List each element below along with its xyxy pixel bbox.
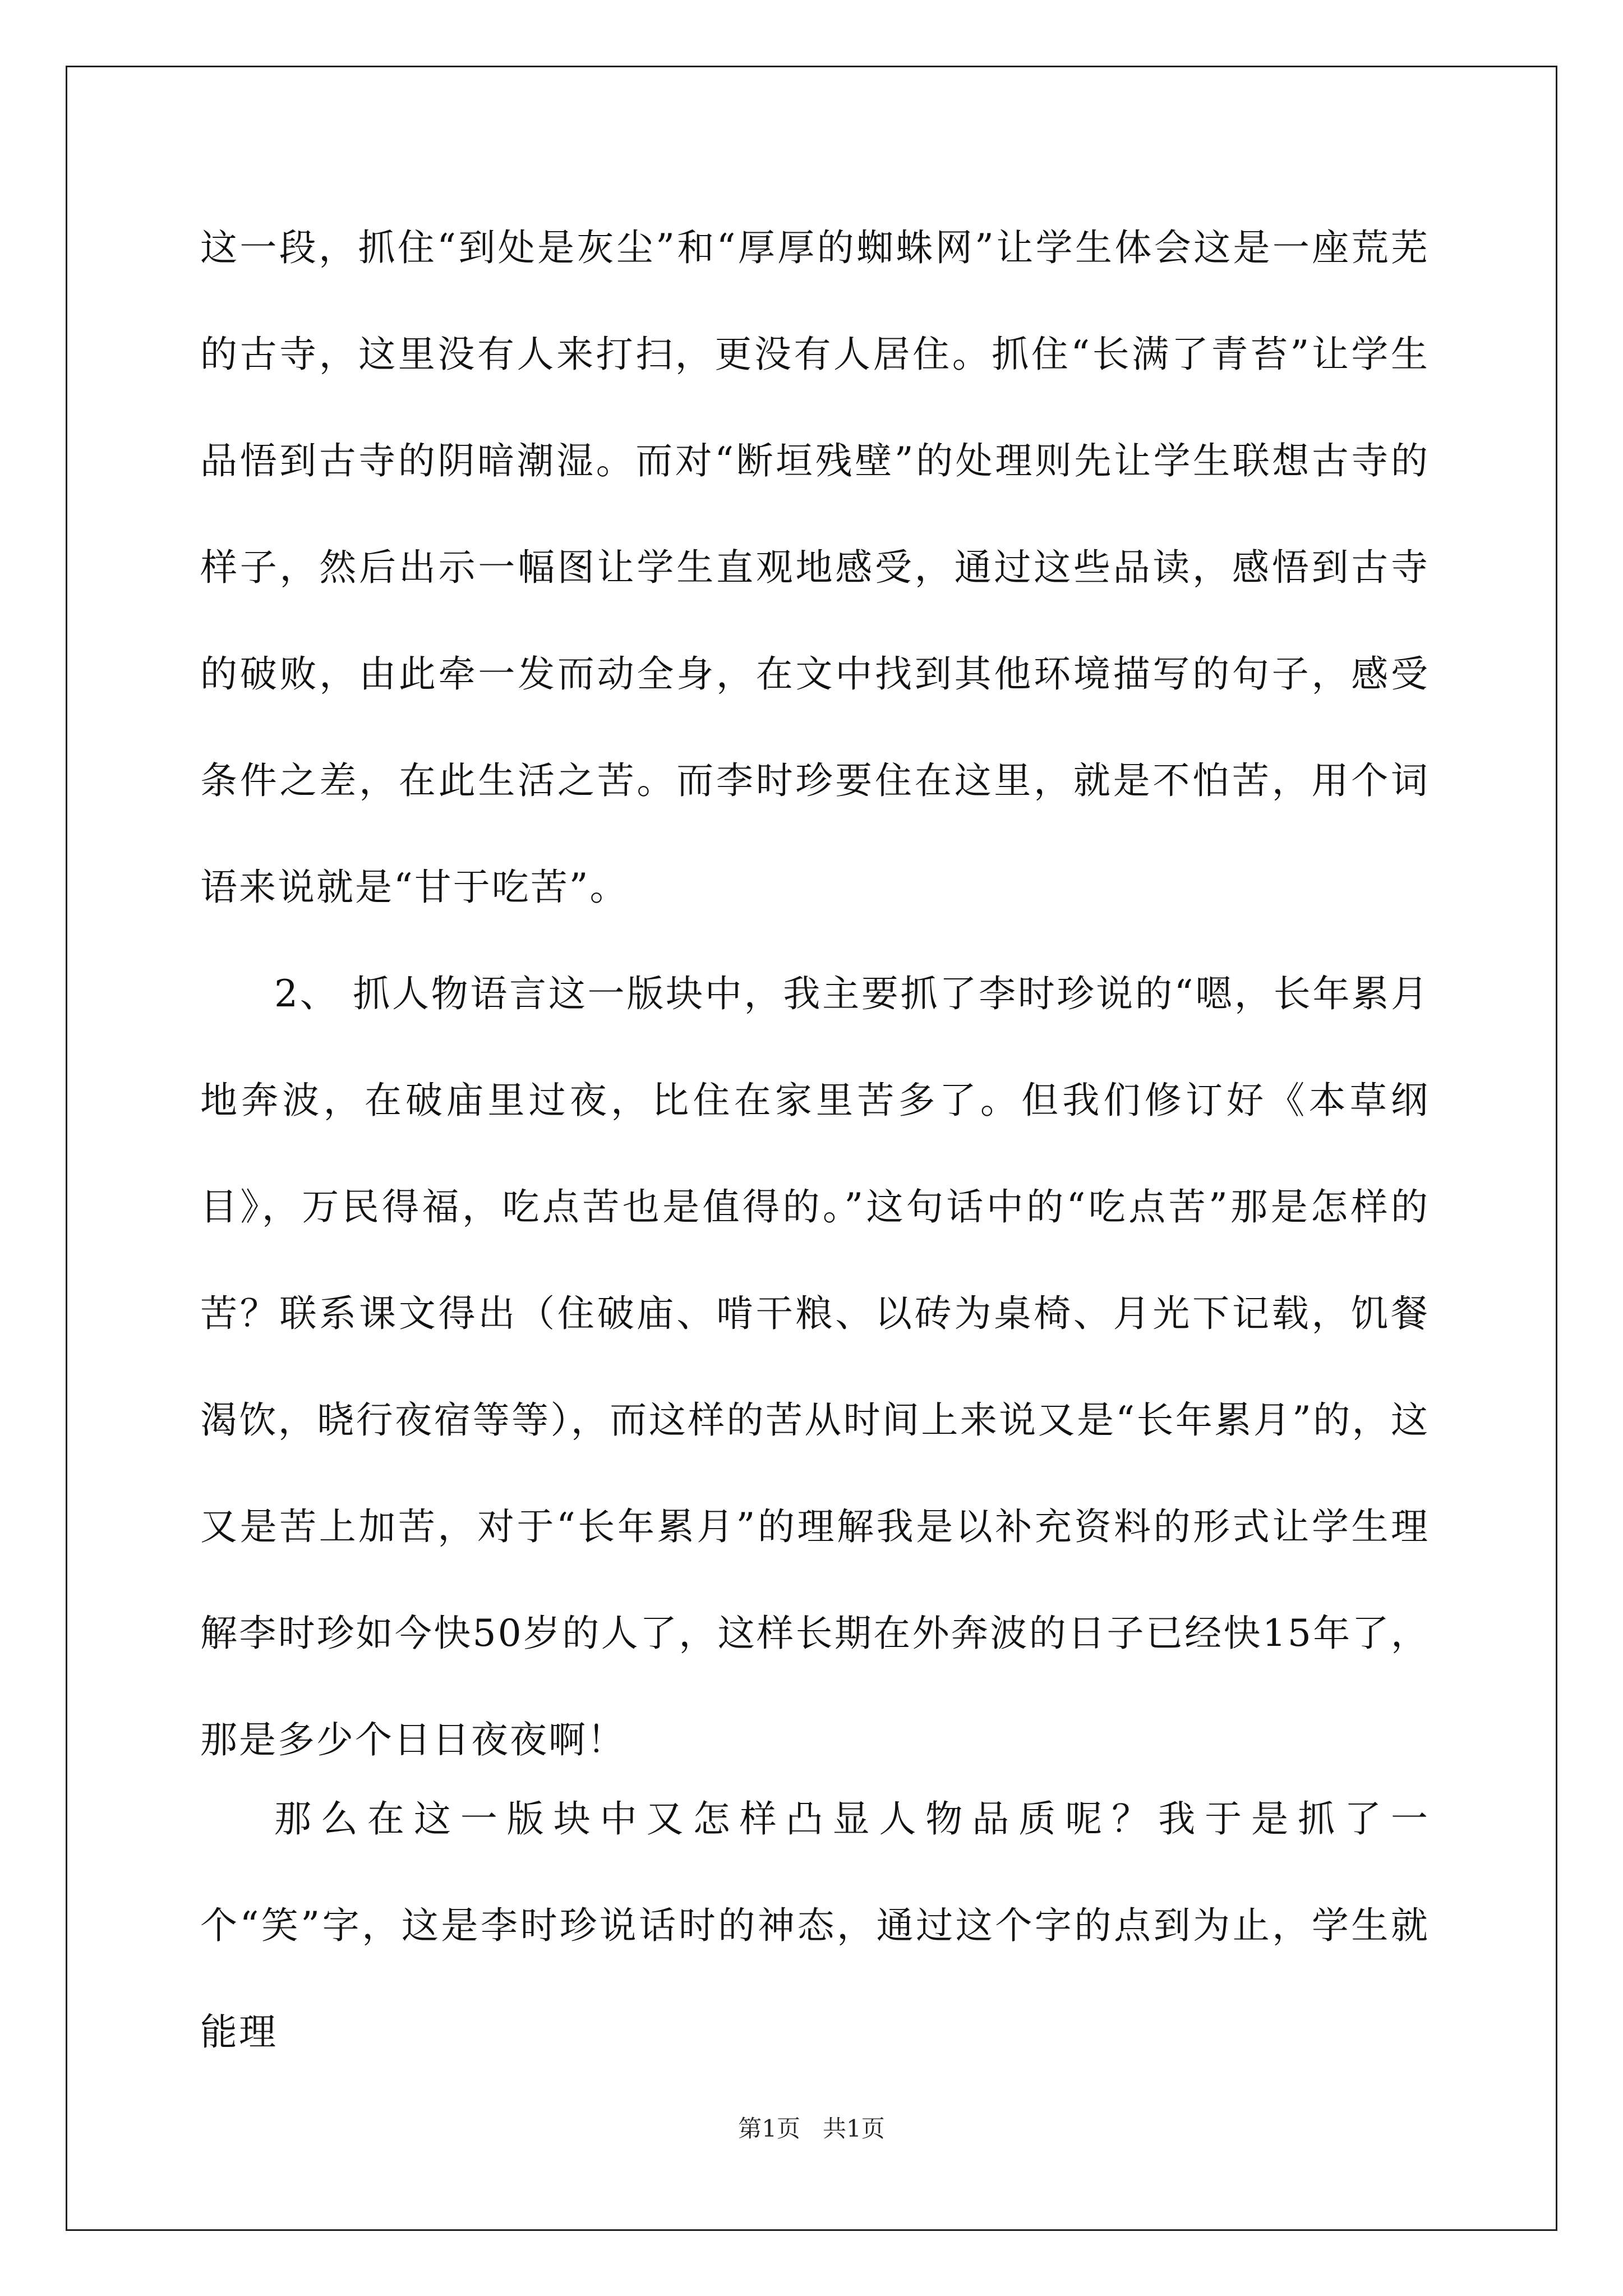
page-number-footer: 第1页 共1页 — [738, 2115, 885, 2142]
paragraph-character-speech: 2、 抓人物语言这一版块中，我主要抓了李时珍说的“嗯，长年累月地奔波，在破庙里过夜，比住在家里苦多了。但我们修订好《本草纲目》，万民得福，吃点苦也是值得的。”这句话中的“吃点苦”那是怎样的苦？联系课文得出（住破庙、啃干粮、以砖为桌椅、月光下记载，饥餐渴饮，晓行夜宿等等），而这样的苦从时间上来说又是“长年累月”的，这又是苦上加苦，对于“长年累月”的理解我是以补充资料的形式让学生理解李时珍如今快50岁的人了，这样长期在外奔波的日子已经快15年了，那是多少个日日夜夜啊！ — [200, 972, 1430, 1761]
paragraph-character-quality: 那么在这一版块中又怎样凸显人物品质呢？我于是抓了一个“笑”字，这是李时珍说话时的神态，通过这个字的点到为止，学生就能理 — [200, 1797, 1430, 2054]
paragraph-ancient-temple: 这一段，抓住“到处是灰尘”和“厚厚的蜘蛛网”让学生体会这是一座荒芜的古寺，这里没有人来打扫，更没有人居住。抓住“长满了青苔”让学生品悟到古寺的阴暗潮湿。而对“断垣残壁”的处理则先让学生联想古寺的样子，然后出示一幅图让学生直观地感受，通过这些品读，感悟到古寺的破败，由此牵一发而动全身，在文中找到其他环境描写的句子，感受条件之差，在此生活之苦。而李时珍要住在这里，就是不怕苦，用个词语来说就是“甘于吃苦”。 — [200, 226, 1430, 909]
